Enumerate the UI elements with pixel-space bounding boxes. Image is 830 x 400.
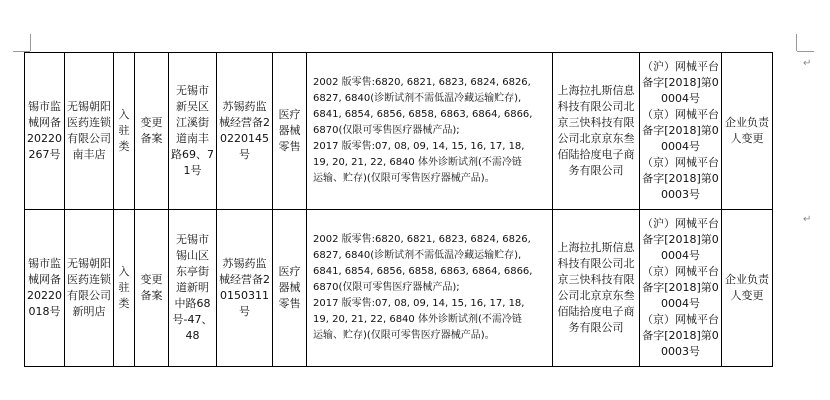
record-number-cell	[25, 53, 65, 210]
change-type-cell	[135, 53, 169, 210]
table-row	[25, 53, 773, 210]
filing-number: （京）网械平台备字[2018]第00003号	[642, 156, 719, 201]
scope-line: 6827, 6840(诊断试剂不需低温冷藏运输贮存),	[313, 93, 522, 104]
scope-line: 运输、贮存)(仅限可零售医疗器械产品)。	[313, 330, 495, 341]
scope-line: 2002 版零售:6820, 6821, 6823, 6824, 6826,	[313, 234, 531, 245]
filing-number: （京）网械平台备字[2018]第00004号	[642, 265, 719, 310]
business-scope-cell	[307, 210, 553, 367]
type-cell	[114, 53, 135, 210]
record-number-text: 锡市监械网备20220267号	[27, 100, 62, 161]
platform-companies-cell	[553, 210, 640, 367]
corner-mark-right-h	[797, 51, 814, 52]
filing-number: （京）网械平台备字[2018]第00004号	[642, 108, 719, 153]
record-number-text: 锡市监械网备20220018号	[27, 257, 62, 318]
business-mode-cell	[273, 53, 307, 210]
scope-line: 2017 版零售:07, 08, 09, 14, 15, 16, 17, 18,	[313, 298, 525, 309]
platform-companies-cell	[553, 53, 640, 210]
table-row	[25, 210, 773, 367]
scope-line: 6841, 6854, 6856, 6858, 6863, 6864, 6866,	[313, 109, 533, 120]
type-text: 入驻类	[118, 108, 130, 153]
row-end-mark: ↵	[803, 58, 812, 69]
record-number-cell	[25, 210, 65, 367]
corner-mark-left-v	[30, 34, 31, 51]
company-name-cell	[65, 53, 114, 210]
change-type-text: 变更备案	[140, 116, 163, 145]
platform-filing-numbers-cell	[640, 53, 722, 210]
business-mode-text: 医疗器械零售	[278, 108, 301, 153]
license-number-text: 苏锡药监械经营备20220145号	[219, 100, 270, 161]
license-number-text: 苏锡药监械经营备20150311号	[219, 257, 270, 318]
platform-companies-text: 上海拉扎斯信息科技有限公司北京三快科技有限公司北京京东叁佰陆拾度电子商务有限公司	[557, 84, 635, 177]
platform-filing-numbers-cell	[640, 210, 722, 367]
scope-line: 2017 版零售:07, 08, 09, 14, 15, 16, 17, 18,	[313, 141, 525, 152]
scope-line: 6870(仅限可零售医疗器械产品);	[313, 125, 460, 136]
filing-table	[24, 52, 773, 367]
license-number-cell	[217, 210, 273, 367]
business-scope-cell	[307, 53, 553, 210]
address-cell	[169, 210, 217, 367]
scope-line: 19, 20, 21, 22, 6840 体外诊断试剂(不需冷链	[313, 314, 522, 325]
change-type-cell	[135, 210, 169, 367]
address-text: 无锡市锡山区东亭街道新明中路68号-47、48	[172, 233, 213, 342]
row-end-mark: ↵	[803, 214, 812, 225]
corner-mark-right-v	[796, 34, 797, 51]
license-number-cell	[217, 53, 273, 210]
platform-companies-text: 上海拉扎斯信息科技有限公司北京三快科技有限公司北京京东叁佰陆拾度电子商务有限公司	[557, 241, 635, 334]
company-name-cell	[65, 210, 114, 367]
address-cell	[169, 53, 217, 210]
change-item-text: 企业负责人变更	[725, 116, 769, 145]
scope-line: 19, 20, 21, 22, 6840 体外诊断试剂(不需冷链	[313, 157, 522, 168]
filing-number: （沪）网械平台备字[2018]第00004号	[642, 217, 719, 262]
scope-line: 6827, 6840(诊断试剂不需低温冷藏运输贮存),	[313, 250, 522, 261]
change-item-cell	[722, 53, 773, 210]
address-text: 无锡市新吴区江溪街道南丰路69、71号	[171, 84, 214, 177]
business-mode-cell	[273, 210, 307, 367]
scope-line: 6870(仅限可零售医疗器械产品);	[313, 282, 460, 293]
scope-line: 6841, 6854, 6856, 6858, 6863, 6864, 6866,	[313, 266, 533, 277]
scope-line: 2002 版零售:6820, 6821, 6823, 6824, 6826,	[313, 77, 531, 88]
filing-number: （京）网械平台备字[2018]第00003号	[642, 313, 719, 358]
type-text: 入驻类	[118, 265, 130, 310]
filing-number: （沪）网械平台备字[2018]第00004号	[642, 60, 719, 105]
change-item-cell	[722, 210, 773, 367]
type-cell	[114, 210, 135, 367]
change-type-text: 变更备案	[140, 273, 163, 302]
company-name-text: 无锡朝阳医药连锁有限公司新明店	[67, 257, 111, 318]
business-mode-text: 医疗器械零售	[278, 265, 301, 310]
company-name-text: 无锡朝阳医药连锁有限公司南丰店	[67, 100, 111, 161]
scope-line: 运输、贮存)(仅限可零售医疗器械产品)。	[313, 173, 495, 184]
change-item-text: 企业负责人变更	[725, 273, 769, 302]
